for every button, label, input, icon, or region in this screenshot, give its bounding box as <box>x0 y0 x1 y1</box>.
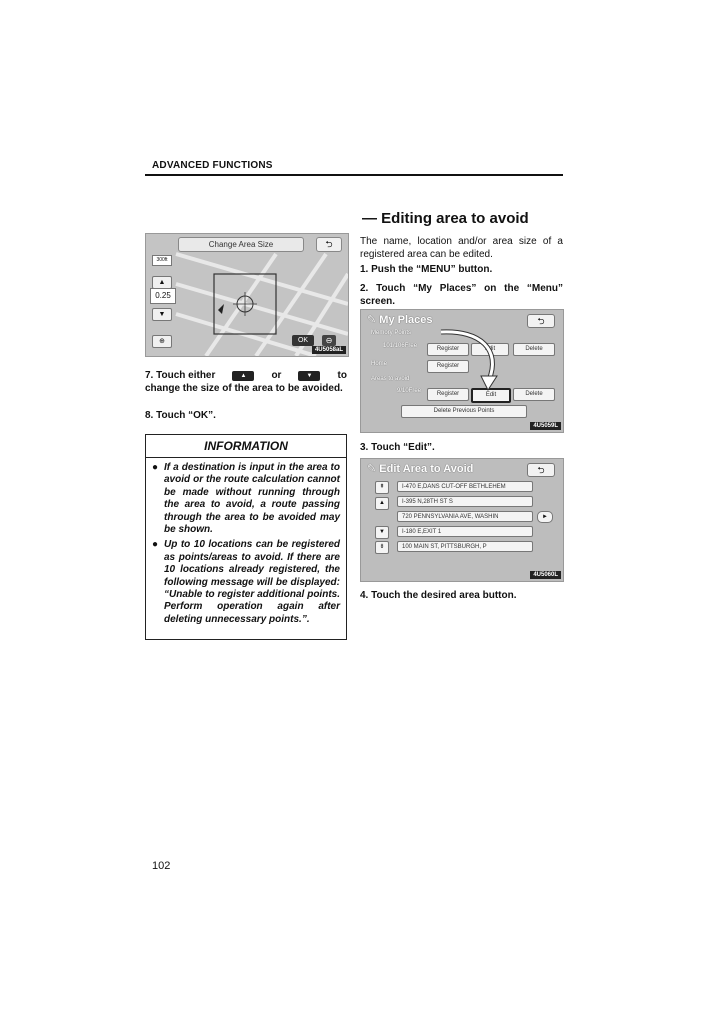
area-row-button[interactable]: I-470 E,DANS CUT-OFF BETHLEHEM <box>397 481 533 492</box>
areas-to-avoid-free: 9/10Free <box>397 388 422 394</box>
area-row-button[interactable]: I-395 N,28TH ST S <box>397 496 533 507</box>
folder-icon: ✎ <box>367 314 377 326</box>
information-item-text: If a destination is input in the area to avoid or the route calculation cannot be made without running through the area to avoid, a route passing through the area to be avoided may be shown. <box>164 462 340 536</box>
map-scale: 300ft <box>152 255 172 266</box>
my-places-screen <box>360 309 564 433</box>
step-7-text: 7. Touch either <box>145 370 216 381</box>
memory-points-free: 101/106Free <box>383 343 418 349</box>
inline-down-button-icon: ▼ <box>298 371 320 381</box>
step-1: 1. Push the “MENU” button. <box>360 264 493 275</box>
memory-points-label: Memory Points <box>371 330 412 336</box>
edit-area-title <box>367 462 473 475</box>
play-icon[interactable]: ► <box>537 511 553 523</box>
change-area-size-title: Change Area Size <box>178 237 304 252</box>
area-row-button[interactable]: 100 MAIN ST, PITTSBURGH, P <box>397 541 533 552</box>
avoid-edit-button[interactable]: Edit <box>471 388 511 403</box>
change-area-size-screen <box>145 233 349 357</box>
areas-to-avoid-label: Areas to avoid <box>371 376 410 382</box>
scroll-down-button[interactable]: ▼ <box>375 526 389 539</box>
area-row-button[interactable]: 720 PENNSYLVANIA AVE, WASHIN <box>397 511 533 522</box>
edit-area-to-avoid-screen <box>360 458 564 582</box>
information-title: INFORMATION <box>146 435 346 458</box>
pencil-icon: ✎ <box>367 463 377 475</box>
avoid-delete-button[interactable]: Delete <box>513 388 555 401</box>
my-places-title <box>367 313 432 326</box>
step-7-or: or <box>271 370 282 381</box>
step-2: 2. Touch “My Places” on the “Menu” screen. <box>360 283 563 307</box>
area-row-button[interactable]: I-180 E,EXIT 1 <box>397 526 533 537</box>
step-7-to: to <box>337 370 347 381</box>
reduce-area-button[interactable]: ▼ <box>152 308 172 321</box>
bullet-icon: ● <box>152 462 159 473</box>
delete-previous-points-button[interactable]: Delete Previous Points <box>401 405 527 418</box>
inline-up-button-icon: ▲ <box>232 371 254 381</box>
area-size-value: 0.25 <box>150 288 176 304</box>
step-8: 8. Touch “OK”. <box>145 410 216 421</box>
figure-tag: 4U5059L <box>530 422 561 430</box>
bullet-icon: ● <box>152 539 159 551</box>
step-4: 4. Touch the desired area button. <box>360 590 517 601</box>
my-places-title-text: My Places <box>379 314 433 326</box>
scroll-up-button[interactable]: ▲ <box>375 497 389 510</box>
section-title: — Editing area to avoid <box>362 210 529 227</box>
map-background <box>146 234 348 356</box>
step-7 <box>145 369 347 395</box>
memory-register-button[interactable]: Register <box>427 343 469 356</box>
zoom-out-button[interactable]: ⊖ <box>322 335 336 346</box>
figure-tag: 4U5058aL <box>312 346 346 354</box>
memory-edit-button[interactable]: Edit <box>471 343 509 356</box>
page-up-button[interactable]: ⇞ <box>375 481 389 494</box>
information-item <box>152 539 340 626</box>
back-button[interactable]: ⮌ <box>527 314 555 328</box>
edit-area-title-text: Edit Area to Avoid <box>379 463 474 475</box>
header-rule <box>145 174 563 176</box>
information-item <box>152 462 340 536</box>
information-item-text: Up to 10 locations can be registered as points/areas to avoid. If there are 10 locations already registered, the following message will be displayed: “Unable to register additional points. Perform operation again after deleting unnecessary points.”. <box>164 539 340 625</box>
step-7-continuation: change the size of the area to be avoided. <box>145 383 343 394</box>
zoom-in-button[interactable]: ⊕ <box>152 335 172 348</box>
ok-button[interactable]: OK <box>292 335 314 346</box>
intro-paragraph: The name, location and/or area size of a registered area can be edited. <box>360 236 563 260</box>
back-button[interactable]: ⮌ <box>527 463 555 477</box>
back-button[interactable]: ⮌ <box>316 237 342 252</box>
memory-delete-button[interactable]: Delete <box>513 343 555 356</box>
figure-tag: 4U5060L <box>530 571 561 579</box>
enlarge-area-button[interactable]: ▲ <box>152 276 172 289</box>
information-box <box>145 434 347 640</box>
home-register-button[interactable]: Register <box>427 360 469 373</box>
home-label: Home <box>371 361 388 367</box>
step-3: 3. Touch “Edit”. <box>360 442 435 453</box>
avoid-register-button[interactable]: Register <box>427 388 469 401</box>
section-header: ADVANCED FUNCTIONS <box>152 160 273 171</box>
page-number: 102 <box>152 860 171 872</box>
page-down-button[interactable]: ⇟ <box>375 541 389 554</box>
information-list <box>146 458 346 626</box>
